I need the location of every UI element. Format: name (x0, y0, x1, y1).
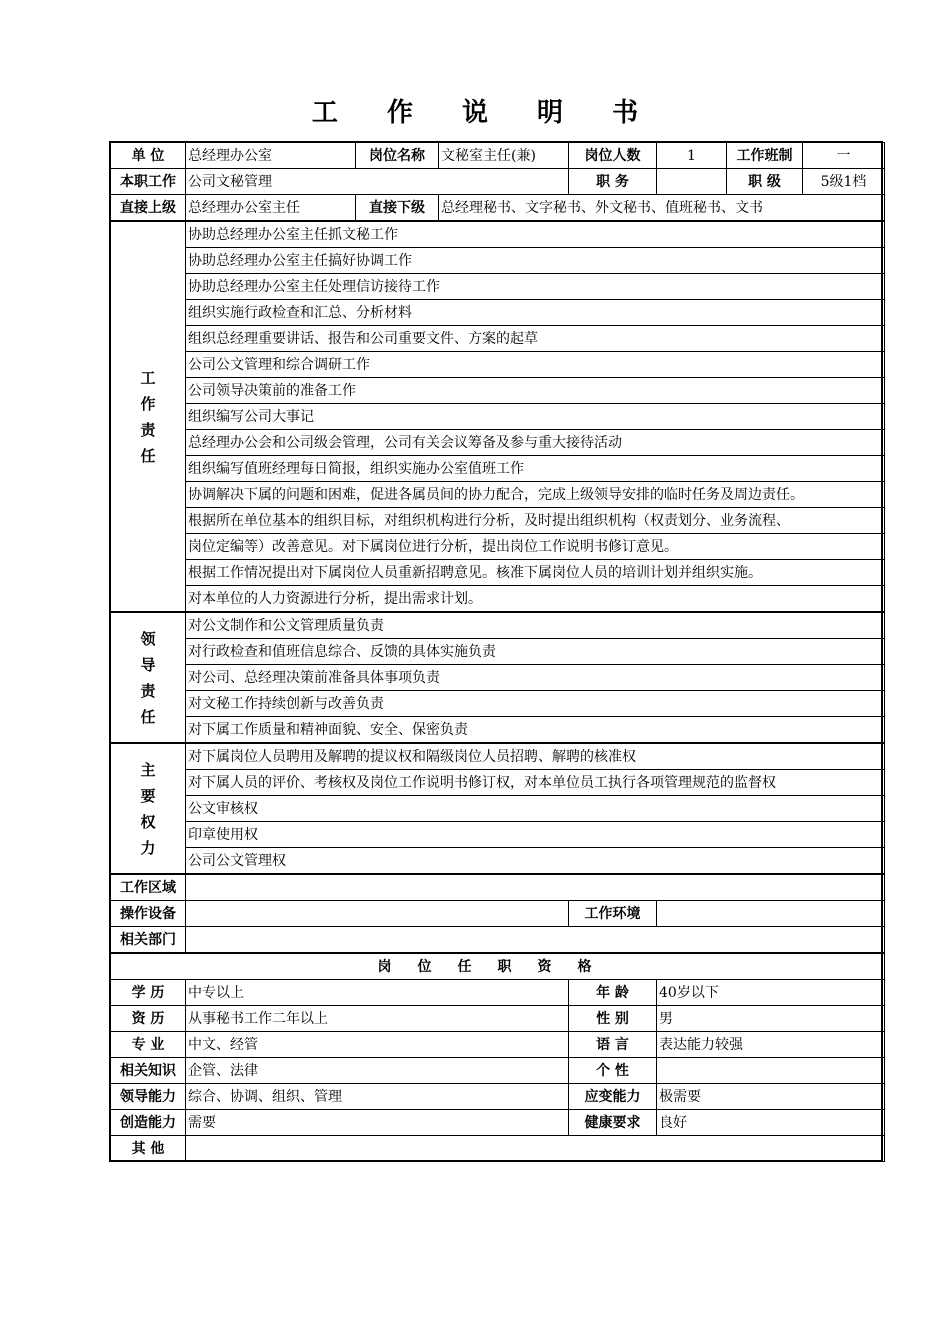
responsibility-row (111, 430, 885, 456)
superior-label: 直接上级 (111, 195, 186, 222)
qualification-value: 中文、经管 (186, 1032, 569, 1058)
responsibility-row (111, 300, 885, 326)
qualification-value: 综合、协调、组织、管理 (186, 1084, 569, 1110)
qualification-label: 个 性 (569, 1058, 657, 1084)
shift-label: 工作班制 (727, 143, 803, 169)
responsibility-item: 公司领导决策前的准备工作 (186, 378, 885, 404)
subordinate-value: 总经理秘书、文字秘书、外文秘书、值班秘书、文书 (439, 195, 885, 222)
responsibility-item: 公司公文管理和综合调研工作 (186, 352, 885, 378)
authority-row (111, 743, 885, 770)
header-row-3 (111, 195, 885, 222)
responsibility-item: 总经理办公会和公司级会管理，公司有关会议筹备及参与重大接待活动 (186, 430, 885, 456)
authority-item: 对下属岗位人员聘用及解聘的提议权和隔级岗位人员招聘、解聘的核准权 (186, 743, 885, 770)
responsibility-item: 组织实施行政检查和汇总、分析材料 (186, 300, 885, 326)
responsibility-row (111, 534, 885, 560)
post-name-label: 岗位名称 (356, 143, 439, 169)
leadership-item: 对行政检查和值班信息综合、反馈的具体实施负责 (186, 639, 885, 665)
responsibility-item: 根据工作情况提出对下属岗位人员重新招聘意见。核准下属岗位人员的培训计划并组织实施。 (186, 560, 885, 586)
leadership-row (111, 612, 885, 639)
job-description-table (110, 142, 885, 1162)
responsibility-item: 组织编写公司大事记 (186, 404, 885, 430)
superior-value: 总经理办公室主任 (186, 195, 356, 222)
leadership-label-char: 责 (140, 681, 156, 700)
related-dept-value (186, 927, 885, 954)
headcount-value: 1 (657, 143, 727, 169)
qualification-row (111, 1032, 885, 1058)
equipment-row (111, 901, 885, 927)
leadership-row (111, 639, 885, 665)
post-name-value: 文秘室主任(兼) (439, 143, 569, 169)
qualification-label: 年 龄 (569, 980, 657, 1006)
leadership-item: 对公文制作和公文管理质量负责 (186, 612, 885, 639)
qualification-value: 良好 (657, 1110, 885, 1136)
qualification-row (111, 1110, 885, 1136)
responsibility-item: 组织编写值班经理每日简报，组织实施办公室值班工作 (186, 456, 885, 482)
leadership-label-char: 导 (140, 655, 156, 674)
authority-label-char: 力 (140, 838, 156, 857)
work-env-value (657, 901, 885, 927)
authority-label-char: 权 (140, 812, 156, 831)
responsibility-section-label (111, 221, 186, 612)
qualification-value: 需要 (186, 1110, 569, 1136)
responsibility-row (111, 508, 885, 534)
work-area-row (111, 874, 885, 901)
header-row-2 (111, 169, 885, 195)
related-dept-row (111, 927, 885, 954)
authority-item: 对下属人员的评价、考核权及岗位工作说明书修订权，对本单位员工执行各项管理规范的监督权 (186, 770, 885, 796)
leadership-item: 对公司、总经理决策前准备具体事项负责 (186, 665, 885, 691)
qualification-row (111, 1084, 885, 1110)
responsibility-item: 协调解决下属的问题和困难，促进各属员间的协力配合，完成上级领导安排的临时任务及周边责任。 (186, 482, 885, 508)
page-title: 工 作 说 明 书 (311, 98, 659, 128)
qualification-value: 中专以上 (186, 980, 569, 1006)
qualification-value: 企管、法律 (186, 1058, 569, 1084)
work-env-label: 工作环境 (569, 901, 657, 927)
responsibility-row (111, 326, 885, 352)
job-label: 本职工作 (111, 169, 186, 195)
duty-label: 职 务 (569, 169, 657, 195)
authority-label-char: 主 (140, 760, 156, 779)
qualification-value: 男 (657, 1006, 885, 1032)
leadership-label-char: 领 (140, 629, 156, 648)
responsibility-row (111, 378, 885, 404)
leadership-row (111, 665, 885, 691)
responsibility-row (111, 248, 885, 274)
job-value: 公司文秘管理 (186, 169, 569, 195)
responsibility-item: 对本单位的人力资源进行分析，提出需求计划。 (186, 586, 885, 613)
responsibility-label-char: 作 (140, 394, 156, 413)
headcount-label: 岗位人数 (569, 143, 657, 169)
qualification-label: 专 业 (111, 1032, 186, 1058)
unit-label: 单 位 (111, 143, 186, 169)
responsibility-row (111, 274, 885, 300)
qualification-label: 健康要求 (569, 1110, 657, 1136)
unit-value: 总经理办公室 (186, 143, 356, 169)
responsibility-label-char: 工 (140, 368, 156, 387)
responsibility-row (111, 221, 885, 248)
subordinate-label: 直接下级 (356, 195, 439, 222)
responsibility-item: 协助总经理办公室主任抓文秘工作 (186, 221, 885, 248)
qualification-label: 语 言 (569, 1032, 657, 1058)
work-area-label: 工作区域 (111, 874, 186, 901)
work-area-value (186, 874, 885, 901)
qualification-label: 领导能力 (111, 1084, 186, 1110)
responsibility-item: 协助总经理办公室主任处理信访接待工作 (186, 274, 885, 300)
authority-item: 公司公文管理权 (186, 848, 885, 875)
other-value (186, 1136, 885, 1162)
qualification-row (111, 1058, 885, 1084)
responsibility-item: 根据所在单位基本的组织目标，对组织机构进行分析，及时提出组织机构（权责划分、业务流程、 (186, 508, 885, 534)
other-row (111, 1136, 885, 1162)
responsibility-item: 组织总经理重要讲话、报告和公司重要文件、方案的起草 (186, 326, 885, 352)
responsibility-item: 岗位定编等）改善意见。对下属岗位进行分析，提出岗位工作说明书修订意见。 (186, 534, 885, 560)
leadership-row (111, 717, 885, 744)
authority-section-label (111, 743, 186, 874)
leadership-section-label (111, 612, 186, 743)
responsibility-label-char: 责 (140, 420, 156, 439)
grade-label: 职 级 (727, 169, 803, 195)
qualification-label: 应变能力 (569, 1084, 657, 1110)
authority-item: 印章使用权 (186, 822, 885, 848)
equipment-value (186, 901, 569, 927)
leadership-label-char: 任 (140, 707, 156, 726)
authority-row (111, 770, 885, 796)
leadership-row (111, 691, 885, 717)
qualification-label: 资 历 (111, 1006, 186, 1032)
leadership-item: 对下属工作质量和精神面貌、安全、保密负责 (186, 717, 885, 744)
qualification-row (111, 980, 885, 1006)
authority-row (111, 848, 885, 875)
related-dept-label: 相关部门 (111, 927, 186, 954)
qualification-value (657, 1058, 885, 1084)
qualification-label: 学 历 (111, 980, 186, 1006)
responsibility-row (111, 404, 885, 430)
responsibility-item: 协助总经理办公室主任搞好协调工作 (186, 248, 885, 274)
responsibility-label-char: 任 (140, 446, 156, 465)
leadership-item: 对文秘工作持续创新与改善负责 (186, 691, 885, 717)
equipment-label: 操作设备 (111, 901, 186, 927)
responsibility-row (111, 456, 885, 482)
responsibility-row (111, 586, 885, 613)
duty-value (657, 169, 727, 195)
shift-value: 一 (803, 143, 885, 169)
qualification-value: 40岁以下 (657, 980, 885, 1006)
authority-item: 公文审核权 (186, 796, 885, 822)
qualification-band-title: 岗位任职资格 (111, 953, 885, 980)
authority-row (111, 822, 885, 848)
grade-value: 5级1档 (803, 169, 885, 195)
header-row-1 (111, 143, 885, 169)
qualification-value: 从事秘书工作二年以上 (186, 1006, 569, 1032)
qualification-value: 表达能力较强 (657, 1032, 885, 1058)
responsibility-row (111, 560, 885, 586)
qualification-row (111, 1006, 885, 1032)
responsibility-row (111, 352, 885, 378)
qualification-band-row (111, 953, 885, 980)
qualification-label: 性 别 (569, 1006, 657, 1032)
qualification-label: 创造能力 (111, 1110, 186, 1136)
authority-label-char: 要 (140, 786, 156, 805)
qualification-value: 极需要 (657, 1084, 885, 1110)
qualification-label: 相关知识 (111, 1058, 186, 1084)
authority-row (111, 796, 885, 822)
other-label: 其 他 (111, 1136, 186, 1162)
responsibility-row (111, 482, 885, 508)
